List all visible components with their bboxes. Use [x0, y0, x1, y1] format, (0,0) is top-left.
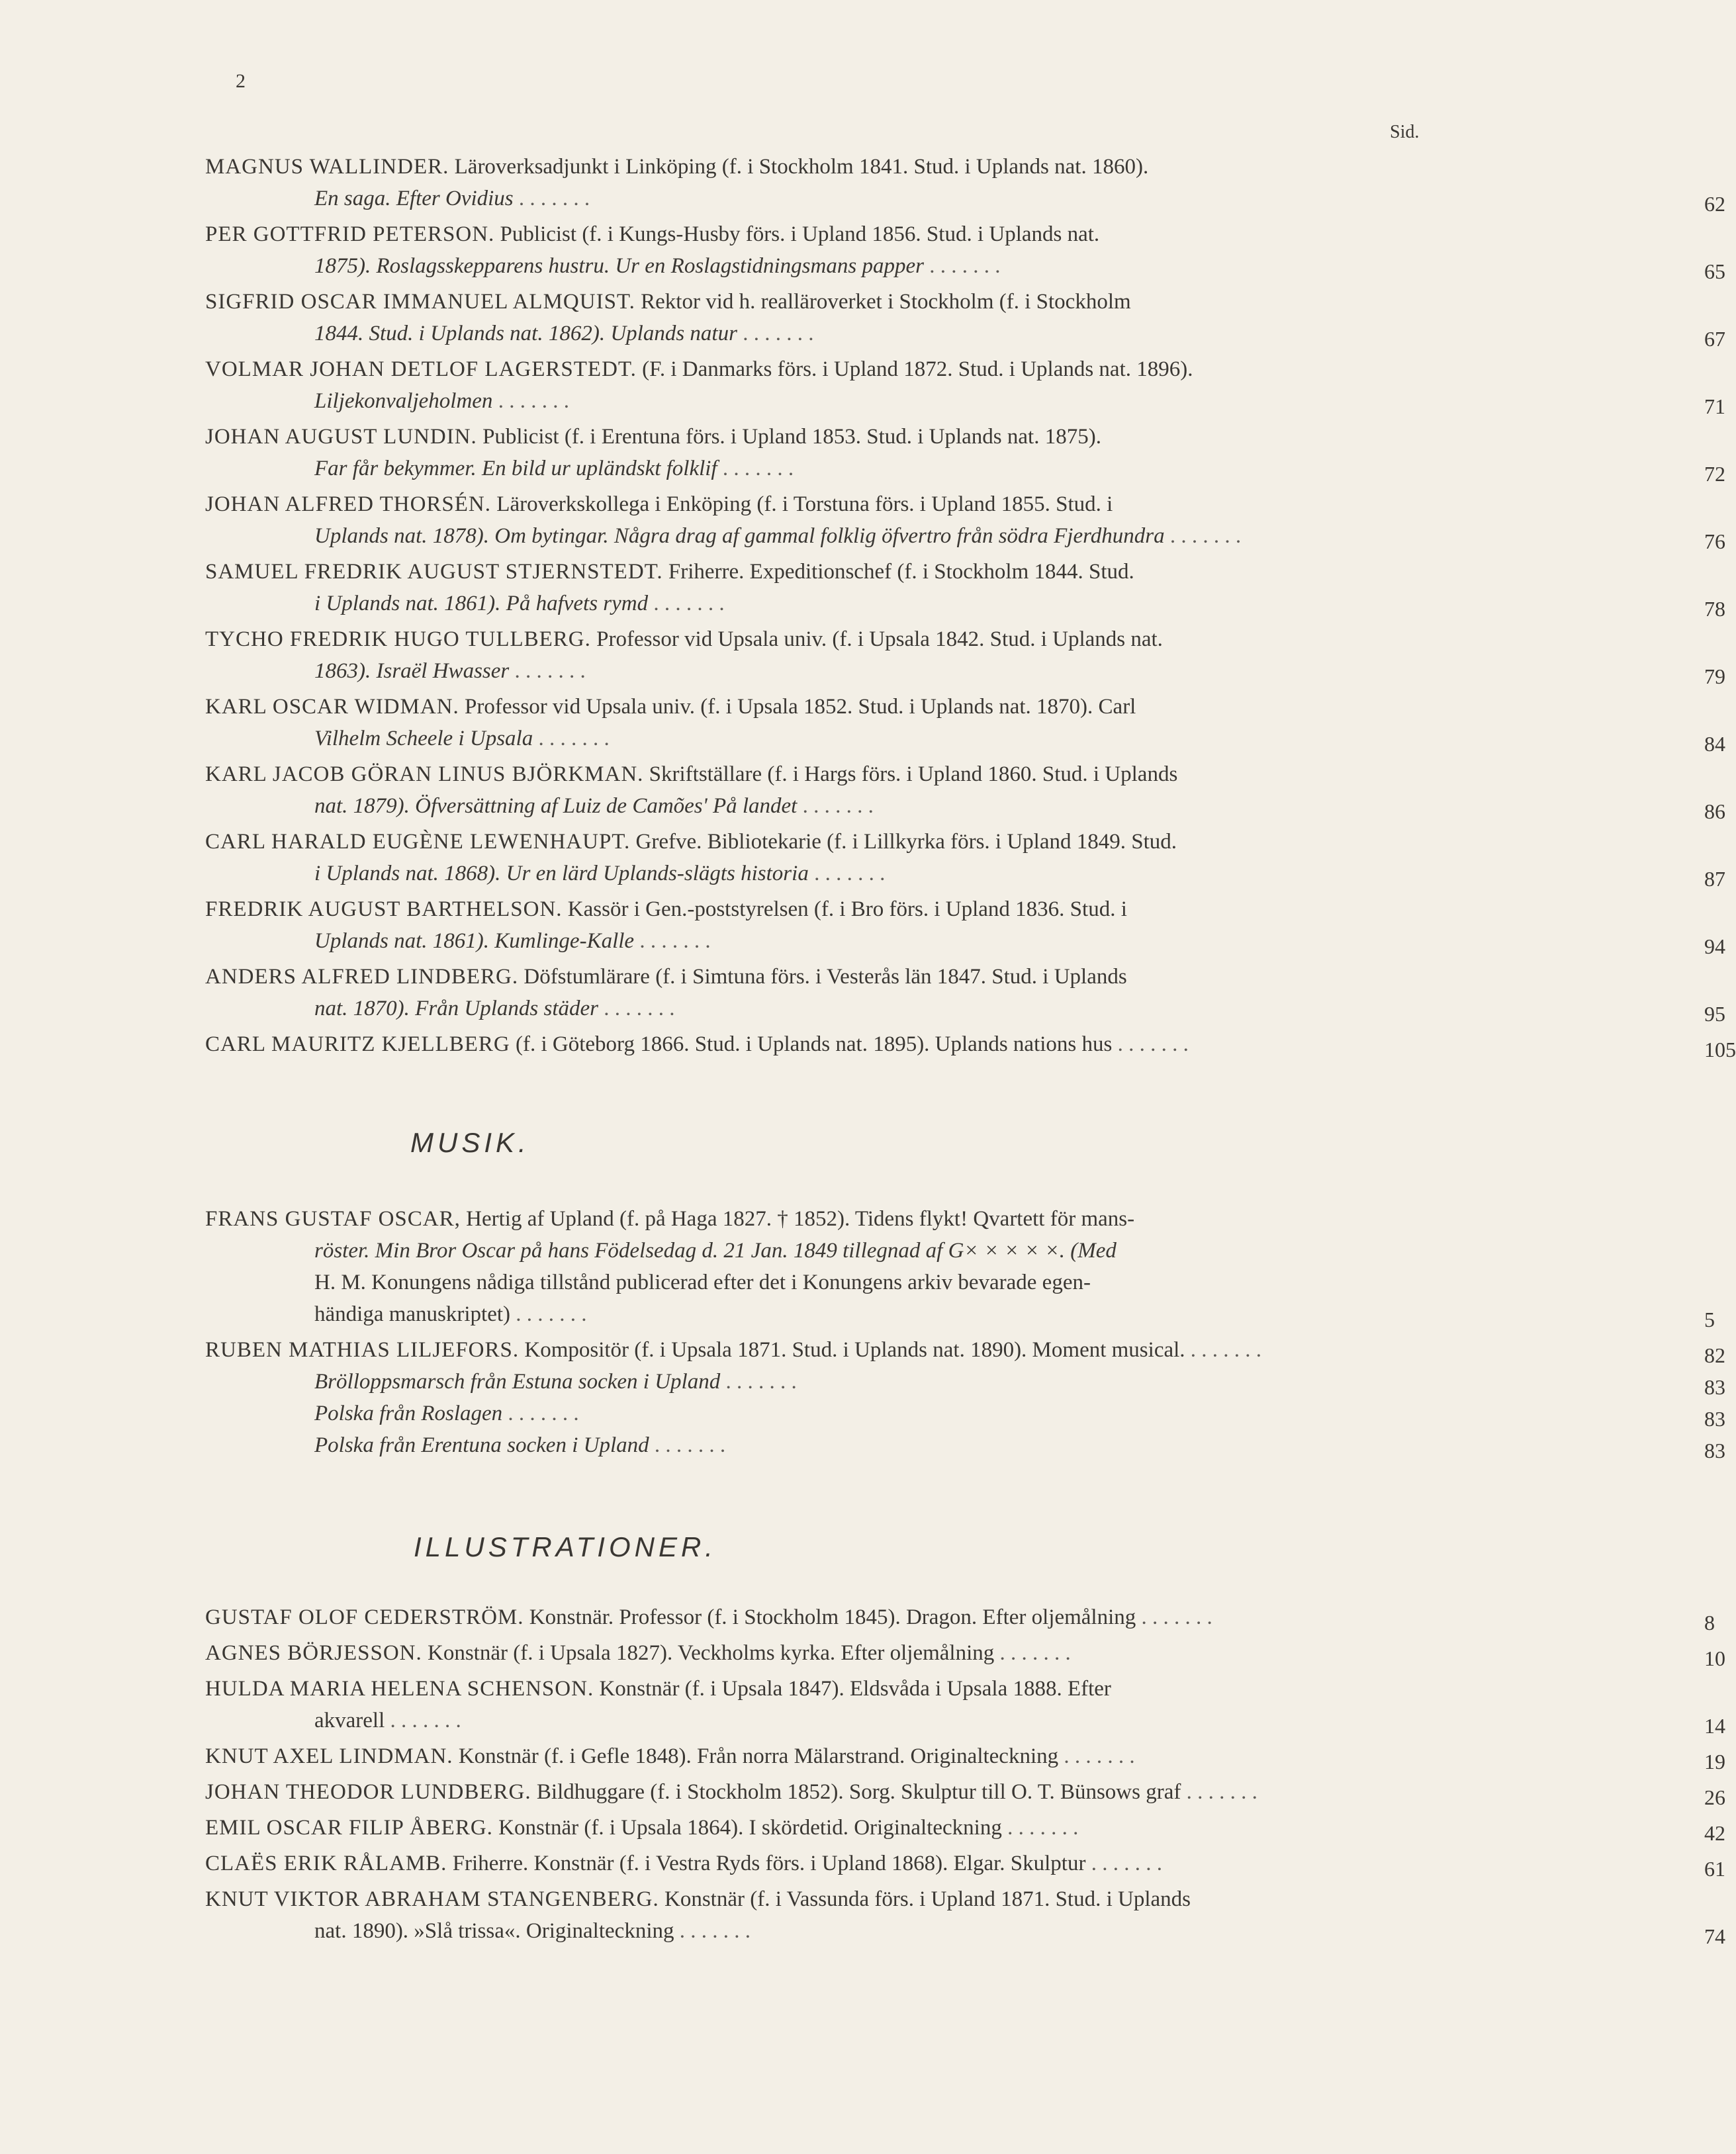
entry-line	[314, 925, 1725, 958]
entry-text: Kassör i Gen.-poststyrelsen (f. i Bro förs. i Upland 1836. Stud. i	[567, 897, 1127, 921]
entry-text: Grefve. Bibliotekarie (f. i Lillkyrka förs. i Upland 1849. Stud.	[635, 830, 1177, 854]
entry-line	[314, 250, 1725, 283]
entry-text: Konstnär. Professor (f. i Stockholm 1845). Dragon. Efter oljemålning	[529, 1605, 1136, 1629]
dot-leaders: . . . . . . .	[492, 389, 569, 413]
author-name: KNUT AXEL LINDMAN.	[205, 1744, 453, 1768]
dot-leaders: . . . . . . .	[1058, 1744, 1135, 1768]
page-reference: 83	[1704, 1407, 1725, 1431]
dot-leaders: . . . . . . .	[1181, 1780, 1257, 1804]
dot-leaders: . . . . . . .	[533, 727, 610, 750]
entry-text: 1844. Stud. i Uplands nat. 1862). Uplands natur	[314, 322, 737, 345]
entry-line	[314, 858, 1725, 891]
page-reference: 14	[1704, 1714, 1725, 1738]
dot-leaders: . . . . . . .	[509, 659, 586, 683]
page-reference: 83	[1704, 1439, 1725, 1462]
entry-line	[314, 1298, 1715, 1331]
toc-entry	[0, 353, 1725, 418]
toc-entry	[0, 556, 1725, 621]
dot-leaders: . . . . . . .	[1085, 1852, 1162, 1875]
entry-line	[314, 520, 1725, 553]
entry-line	[205, 151, 1546, 183]
page-reference: 65	[1704, 259, 1725, 283]
dot-leaders: . . . . . . .	[385, 1709, 461, 1732]
toc-entry	[0, 961, 1725, 1026]
entry-line	[314, 183, 1725, 216]
entry-text: Friherre. Expeditionschef (f. i Stockholm 1844. Stud.	[668, 560, 1134, 584]
page-reference: 83	[1704, 1375, 1725, 1399]
entry-line	[314, 790, 1725, 823]
author-name: RUBEN MATHIAS LILJEFORS.	[205, 1338, 520, 1362]
entry-line	[205, 1776, 1725, 1809]
entry-line	[205, 826, 1546, 858]
author-name: SIGFRID OSCAR IMMANUEL ALMQUIST.	[205, 290, 635, 314]
toc-entry	[0, 1673, 1725, 1738]
page-reference: 19	[1704, 1750, 1725, 1773]
page-reference: 82	[1704, 1343, 1725, 1367]
entry-text: Uplands nat. 1878). Om bytingar. Några drag af gammal folklig öfvertro från södra Fjerdhundra	[314, 524, 1165, 548]
page-reference: 72	[1704, 462, 1725, 486]
entry-text: Friherre. Konstnär (f. i Vestra Ryds förs. i Upland 1868). Elgar. Skulptur	[452, 1852, 1086, 1875]
dot-leaders: . . . . . . .	[648, 592, 725, 615]
illustrationer-heading: ILLUSTRATIONER.	[414, 1531, 717, 1562]
author-name: HULDA MARIA HELENA SCHENSON.	[205, 1677, 594, 1701]
dot-leaders: . . . . . . .	[634, 929, 711, 953]
author-name: KARL JACOB GÖRAN LINUS BJÖRKMAN.	[205, 762, 644, 786]
author-name: EMIL OSCAR FILIP ÅBERG.	[205, 1816, 493, 1840]
toc-entry	[0, 218, 1725, 283]
dot-leaders: . . . . . . .	[510, 1302, 587, 1326]
dot-leaders: . . . . . . .	[923, 254, 1001, 278]
author-name: JOHAN THEODOR LUNDBERG.	[205, 1780, 531, 1804]
entry-line	[205, 421, 1546, 453]
page-reference: 8	[1704, 1611, 1715, 1635]
page-reference: 62	[1704, 192, 1725, 216]
entry-line	[205, 1637, 1725, 1670]
page-reference: 76	[1704, 529, 1725, 553]
entry-text: En saga. Efter Ovidius	[314, 187, 514, 210]
entry-line	[205, 893, 1546, 925]
entry-line	[205, 1740, 1725, 1773]
toc-entry	[0, 1883, 1725, 1948]
entry-text: Publicist (f. i Kungs-Husby förs. i Upland 1856. Stud. i Uplands nat.	[500, 222, 1100, 246]
entry-text: Konstnär (f. i Vassunda förs. i Upland 1871. Stud. i Uplands	[664, 1887, 1191, 1911]
entry-line	[205, 1601, 1715, 1635]
entry-text: Kompositör (f. i Upsala 1871. Stud. i Uplands nat. 1890). Moment musical.	[524, 1338, 1185, 1362]
page-reference: 86	[1704, 799, 1725, 823]
entry-line	[205, 691, 1546, 723]
entry-line	[314, 1366, 1725, 1399]
toc-entry	[0, 1028, 1736, 1061]
page-reference: 26	[1704, 1785, 1725, 1809]
author-name: KNUT VIKTOR ABRAHAM STANGENBERG.	[205, 1887, 659, 1911]
page-reference: 95	[1704, 1002, 1725, 1026]
literature-section	[0, 151, 1736, 1064]
entry-text: akvarell	[314, 1709, 385, 1732]
page-reference: 67	[1704, 327, 1725, 351]
toc-entry	[0, 1776, 1725, 1809]
page-column-label: Sid.	[1390, 122, 1420, 142]
entry-text: röster. Min Bror Oscar på hans Födelsedag d. 21 Jan. 1849 tillegnad af G× × × × ×. (Med	[314, 1239, 1117, 1263]
entry-text: H. M. Konungens nådiga tillstånd publicerad efter det i Konungens arkiv bevarade egen-	[314, 1271, 1091, 1294]
dot-leaders: . . . . . . .	[674, 1919, 751, 1943]
entry-line	[205, 353, 1546, 385]
page-reference: 79	[1704, 664, 1725, 688]
entry-text: Liljekonvaljeholmen	[314, 389, 493, 413]
dot-leaders: . . . . . . .	[1185, 1338, 1262, 1362]
toc-entry	[0, 1812, 1725, 1845]
entry-text: Hertig af Upland (f. på Haga 1827. † 1852). Tidens flykt! Qvartett för mans-	[466, 1207, 1135, 1231]
author-name: CLAËS ERIK RÅLAMB.	[205, 1852, 447, 1875]
toc-entry	[0, 1334, 1725, 1462]
toc-entry	[0, 623, 1725, 688]
entry-line	[314, 453, 1725, 486]
page-number: 2	[236, 70, 246, 92]
entry-text: Professor vid Upsala univ. (f. i Upsala 1842. Stud. i Uplands nat.	[596, 627, 1163, 651]
author-name: KARL OSCAR WIDMAN.	[205, 695, 459, 719]
entry-line	[314, 588, 1725, 621]
entry-text: händiga manuskriptet)	[314, 1302, 511, 1326]
entry-text: Konstnär (f. i Gefle 1848). Från norra Mälarstrand. Originalteckning	[458, 1744, 1059, 1768]
music-section	[0, 1203, 1725, 1465]
toc-entry	[0, 1203, 1715, 1331]
dot-leaders: . . . . . . .	[797, 794, 874, 818]
entry-text: 1863). Israël Hwasser	[314, 659, 510, 683]
dot-leaders: . . . . . . .	[717, 457, 794, 480]
toc-entry	[0, 1637, 1725, 1670]
author-name: JOHAN AUGUST LUNDIN.	[205, 425, 477, 449]
author-name: CARL HARALD EUGÈNE LEWENHAUPT.	[205, 830, 631, 854]
dot-leaders: . . . . . . .	[513, 187, 590, 210]
toc-entry	[0, 758, 1725, 823]
entry-text: Far får bekymmer. En bild ur upländskt folklif	[314, 457, 717, 480]
entry-line	[314, 1398, 1725, 1431]
entry-line	[314, 1915, 1725, 1948]
toc-entry	[0, 1740, 1725, 1773]
entry-text: Polska från Roslagen	[314, 1402, 503, 1425]
author-name: ANDERS ALFRED LINDBERG.	[205, 965, 519, 989]
entry-line	[205, 1334, 1725, 1367]
entry-line	[314, 1235, 1546, 1267]
toc-entry	[0, 1848, 1725, 1881]
entry-line	[205, 1028, 1736, 1061]
page-reference: 42	[1704, 1821, 1725, 1845]
entry-line	[314, 723, 1725, 756]
page-reference: 74	[1704, 1924, 1725, 1948]
illustrations-section	[0, 1601, 1725, 1951]
entry-line	[205, 623, 1546, 655]
entry-text: nat. 1879). Öfversättning af Luiz de Camões' På landet	[314, 794, 798, 818]
entry-line	[205, 1673, 1546, 1705]
entry-line	[314, 318, 1725, 351]
entry-line	[205, 218, 1546, 250]
entry-text: Publicist (f. i Erentuna förs. i Upland 1853. Stud. i Uplands nat. 1875).	[482, 425, 1101, 449]
entry-text: Vilhelm Scheele i Upsala	[314, 727, 533, 750]
dot-leaders: . . . . . . .	[598, 997, 675, 1020]
page-reference: 105	[1704, 1038, 1736, 1061]
dot-leaders: . . . . . . .	[808, 862, 886, 885]
entry-text: Skriftställare (f. i Hargs förs. i Upland 1860. Stud. i Uplands	[649, 762, 1178, 786]
toc-entry	[0, 893, 1725, 958]
entry-line	[314, 1429, 1725, 1462]
dot-leaders: . . . . . . .	[994, 1641, 1071, 1665]
entry-line	[205, 1883, 1546, 1915]
entry-text: (F. i Danmarks förs. i Upland 1872. Stud. i Uplands nat. 1896).	[642, 357, 1193, 381]
dot-leaders: . . . . . . .	[737, 322, 814, 345]
toc-entry	[0, 151, 1725, 216]
toc-entry	[0, 1601, 1715, 1635]
entry-text: Konstnär (f. i Upsala 1827). Veckholms kyrka. Efter oljemålning	[427, 1641, 995, 1665]
entry-text: Polska från Erentuna socken i Upland	[314, 1433, 649, 1457]
dot-leaders: . . . . . . .	[1001, 1816, 1079, 1840]
entry-text: Rektor vid h. realläroverket i Stockholm (f. i Stockholm	[641, 290, 1131, 314]
entry-text: Konstnär (f. i Upsala 1864). I skördetid. Originalteckning	[498, 1816, 1002, 1840]
entry-text: 1875). Roslagsskepparens hustru. Ur en Roslagstidningsmans papper	[314, 254, 924, 278]
entry-text: Läroverkskollega i Enköping (f. i Torstuna förs. i Upland 1855. Stud. i	[496, 492, 1113, 516]
author-name: SAMUEL FREDRIK AUGUST STJERNSTEDT.	[205, 560, 663, 584]
author-name: CARL MAURITZ KJELLBERG	[205, 1032, 510, 1056]
entry-line	[205, 556, 1546, 588]
entry-line	[314, 1705, 1725, 1738]
dot-leaders: . . . . . . .	[502, 1402, 579, 1425]
author-name: FREDRIK AUGUST BARTHELSON.	[205, 897, 563, 921]
dot-leaders: . . . . . . .	[720, 1370, 797, 1394]
toc-entry	[0, 421, 1725, 486]
author-name: GUSTAF OLOF CEDERSTRÖM.	[205, 1605, 524, 1629]
entry-line	[205, 1812, 1725, 1845]
dot-leaders: . . . . . . .	[1164, 524, 1242, 548]
entry-text: nat. 1870). Från Uplands städer	[314, 997, 598, 1020]
entry-text: Döfstumlärare (f. i Simtuna förs. i Vesterås län 1847. Stud. i Uplands	[524, 965, 1127, 989]
entry-text: Konstnär (f. i Upsala 1847). Eldsvåda i Upsala 1888. Efter	[599, 1677, 1111, 1701]
musik-heading: MUSIK.	[410, 1127, 530, 1158]
entry-line	[205, 1848, 1725, 1881]
entry-text: Uplands nat. 1861). Kumlinge-Kalle	[314, 929, 635, 953]
author-name: JOHAN ALFRED THORSÉN.	[205, 492, 492, 516]
entry-text: nat. 1890). »Slå trissa«. Originalteckning	[314, 1919, 674, 1943]
page-reference: 5	[1704, 1308, 1715, 1331]
entry-text: Brölloppsmarsch från Estuna socken i Upland	[314, 1370, 721, 1394]
page-reference: 87	[1704, 867, 1725, 891]
page-reference: 84	[1704, 732, 1725, 756]
entry-line	[205, 961, 1546, 993]
entry-text: i Uplands nat. 1868). Ur en lärd Uplands-slägts historia	[314, 862, 809, 885]
author-name: FRANS GUSTAF OSCAR,	[205, 1207, 461, 1231]
entry-text: Professor vid Upsala univ. (f. i Upsala 1852. Stud. i Uplands nat. 1870). Carl	[465, 695, 1136, 719]
entry-line	[205, 286, 1546, 318]
author-name: VOLMAR JOHAN DETLOF LAGERSTEDT.	[205, 357, 637, 381]
entry-line	[205, 1203, 1546, 1235]
entry-text: (f. i Göteborg 1866. Stud. i Uplands nat. 1895). Uplands nations hus	[516, 1032, 1113, 1056]
entry-line	[314, 385, 1725, 418]
entry-text: Bildhuggare (f. i Stockholm 1852). Sorg. Skulptur till O. T. Bünsows graf	[536, 1780, 1181, 1804]
entry-text: i Uplands nat. 1861). På hafvets rymd	[314, 592, 649, 615]
page-reference: 71	[1704, 394, 1725, 418]
dot-leaders: . . . . . . .	[1112, 1032, 1189, 1056]
entry-line	[205, 488, 1546, 520]
entry-line	[314, 993, 1725, 1026]
page-reference: 10	[1704, 1646, 1725, 1670]
page-reference: 61	[1704, 1857, 1725, 1881]
dot-leaders: . . . . . . .	[649, 1433, 726, 1457]
page-reference: 94	[1704, 934, 1725, 958]
entry-line	[314, 655, 1725, 688]
dot-leaders: . . . . . . .	[1136, 1605, 1212, 1629]
author-name: TYCHO FREDRIK HUGO TULLBERG.	[205, 627, 591, 651]
page-reference: 78	[1704, 597, 1725, 621]
author-name: AGNES BÖRJESSON.	[205, 1641, 422, 1665]
entry-line	[205, 758, 1546, 790]
entry-text: Läroverksadjunkt i Linköping (f. i Stockholm 1841. Stud. i Uplands nat. 1860).	[454, 155, 1149, 179]
author-name: PER GOTTFRID PETERSON.	[205, 222, 495, 246]
entry-line	[314, 1267, 1546, 1298]
toc-entry	[0, 691, 1725, 756]
toc-entry	[0, 488, 1725, 553]
author-name: MAGNUS WALLINDER.	[205, 155, 449, 179]
toc-entry	[0, 286, 1725, 351]
toc-entry	[0, 826, 1725, 891]
